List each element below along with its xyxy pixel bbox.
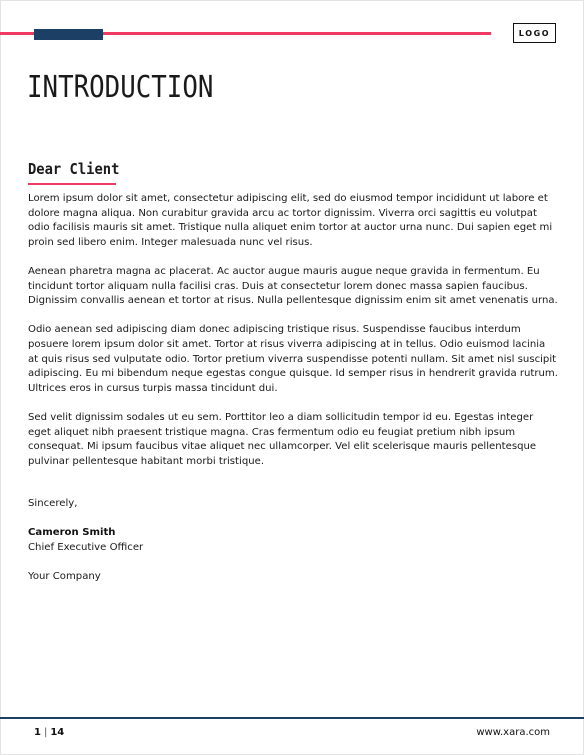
logo-text: LOGO: [518, 28, 551, 38]
page-total: 14: [50, 727, 65, 738]
salutation-underline: [28, 183, 116, 185]
page-number: [34, 727, 64, 738]
paragraph: Odio aenean sed adipiscing diam donec adipiscing tristique risus. Suspendisse faucibus interdum posuere lorem ipsum dolor sit amet. Tortor at risus viverra adipiscing at in tellus. Odio euismod lacinia at quis risus sed vulputate odio. Tortor pretium viverra suspendisse potenti nullam. Sit amet nisl suscipit adipiscing. Eu mi bibendum neque egestas congue quisque. Id semper risus in hendrerit gravida rutrum. Ultrices eros in cursus turpis massa tincidunt dui.: [28, 324, 558, 394]
paragraph: Lorem ipsum dolor sit amet, consectetur adipiscing elit, sed do eiusmod tempor incididunt ut labore et dolore magna aliqua. Non curabitur gravida arcu ac tortor dignissim. Viverra orci sagittis eu volutpat odio facilisis mauris sit amet. Tristique nulla aliquet enim tortor at auctor urna nunc. Dui sapien eget mi proin sed libero enim. Integer malesuada nunc vel risus.: [28, 193, 553, 248]
logo: [513, 23, 556, 43]
company-name: Your Company: [28, 571, 101, 582]
footer-rule: [0, 717, 584, 719]
page-separator: |: [43, 727, 48, 738]
page-current: 1: [34, 727, 41, 738]
signer-name: Cameron Smith: [28, 527, 116, 538]
page-title: INTRODUCTION: [27, 70, 214, 105]
paragraph: Sed velit dignissim sodales ut eu sem. Porttitor leo a diam sollicitudin tempor id eu. Egestas integer eget aliquet nibh praesent tristique magna. Cras fermentum odio eu feugiat pretium nibh ipsum consequat. Mi ipsum faucibus vitae aliquet nec ullamcorper. Vel elit scelerisque mauris pellentesque pulvinar pellentesque habitant morbi tristique.: [28, 411, 537, 467]
letter-body: [28, 192, 558, 484]
header-brand-block: [34, 29, 103, 40]
closing: Sincerely,: [28, 498, 78, 509]
paragraph: Aenean pharetra magna ac placerat. Ac auctor augue mauris augue neque gravida in fermentum. Eu tincidunt tortor aliquam nulla facilisi cras. Duis at consectetur lorem donec massa sapien faucibus. Dignissim convallis aenean et tortor at risus. Nulla pellentesque dignissim enim sit amet venenatis urna.: [28, 265, 558, 307]
signer-title: Chief Executive Officer: [28, 542, 144, 553]
website-link[interactable]: www.xara.com: [476, 727, 550, 738]
salutation: Dear Client: [28, 160, 120, 178]
